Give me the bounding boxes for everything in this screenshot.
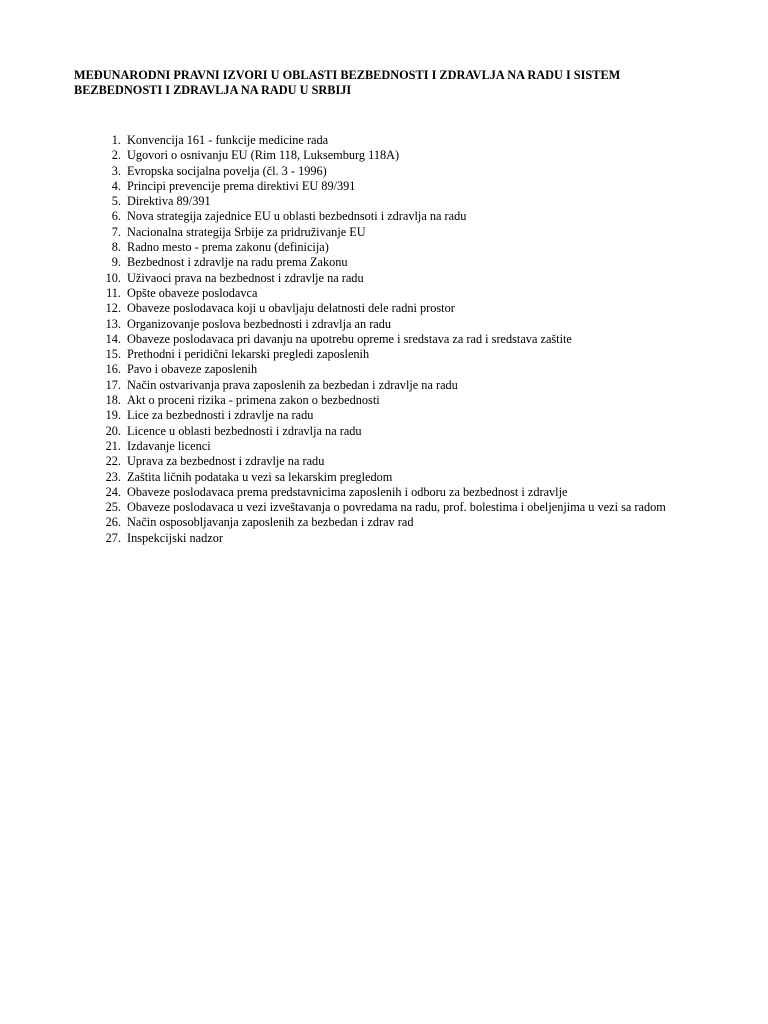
list-item-number: 5.	[111, 194, 121, 209]
list-item-number: 22.	[105, 454, 121, 469]
list-item-text: Ugovori o osnivanju EU (Rim 118, Luksemburg 118A)	[127, 148, 400, 163]
list-item-text: Opšte obaveze poslodavca	[127, 285, 258, 300]
list-item-text: Obaveze poslodavaca koji u obavljaju delatnosti dele radni prostor	[127, 301, 455, 316]
list-item-number: 8.	[111, 240, 121, 255]
list-item-text: Način osposobljavanja zaposlenih za bezbedan i zdrav rad	[127, 515, 414, 530]
list-item-text: Principi prevencije prema direktivi EU 89/391	[127, 178, 356, 193]
list-item-number: 6.	[111, 209, 121, 224]
list-item-text: Lice za bezbednosti i zdravlje na radu	[127, 408, 314, 423]
list-item-number: 27.	[105, 530, 121, 545]
title-line-2: BEZBEDNOSTI I ZDRAVLJA NA RADU U SRBIJI	[74, 82, 352, 97]
list-item-text: Obaveze poslodavaca prema predstavnicima zaposlenih i odboru za bezbednost i zdravlje	[127, 484, 568, 499]
list-item-number: 7.	[111, 224, 121, 239]
list-item-number: 11.	[106, 285, 121, 300]
list-item-number: 9.	[111, 255, 121, 270]
list-item-number: 1.	[111, 133, 121, 147]
list-item-number: 25.	[105, 500, 121, 515]
list-item-text: Obaveze poslodavaca u vezi izveštavanja o povredama na radu, prof. bolestima i obeljenjima u vezi sa radom	[127, 500, 666, 515]
list-item-text: Direktiva 89/391	[127, 194, 211, 209]
list-item-number: 10.	[105, 270, 121, 285]
list-item-number: 17.	[105, 377, 121, 392]
list-item-number: 20.	[105, 423, 121, 438]
list-item-text: Licence u oblasti bezbednosti i zdravlja na radu	[127, 423, 362, 438]
list-item-number: 16.	[105, 362, 121, 377]
list-item-number: 12.	[105, 301, 121, 316]
list-item-text: Bezbednost i zdravlje na radu prema Zakonu	[127, 255, 348, 270]
document-title	[74, 68, 694, 97]
list-item-text: Evropska socijalna povelja (čl. 3 - 1996)	[127, 163, 327, 178]
list-item-text: Izdavanje licenci	[127, 438, 211, 453]
list-item-text: Konvencija 161 - funkcije medicine rada	[127, 133, 329, 147]
list-item-text: Prethodni i peridični lekarski pregledi zaposlenih	[127, 347, 370, 362]
list-item-number: 18.	[105, 393, 121, 408]
title-line-1: MEĐUNARODNI PRAVNI IZVORI U OBLASTI BEZBEDNOSTI I ZDRAVLJA NA RADU I SISTEM	[74, 68, 621, 82]
list-item-text: Nacionalna strategija Srbije za pridruživanje EU	[127, 224, 366, 239]
list-item-number: 23.	[105, 469, 121, 484]
list-item-text: Uprava za bezbednost i zdravlje na radu	[127, 454, 325, 469]
list-item-text: Organizovanje poslova bezbednosti i zdravlja an radu	[127, 316, 392, 331]
list-item-text: Radno mesto - prema zakonu (definicija)	[127, 240, 329, 255]
list-item-text: Uživaoci prava na bezbednost i zdravlje na radu	[127, 270, 364, 285]
list-item-number: 3.	[111, 163, 121, 178]
list-item-text: Nova strategija zajednice EU u oblasti bezbednsoti i zdravlja na radu	[127, 209, 467, 224]
list-item-number: 19.	[105, 408, 121, 423]
list-item-number: 26.	[105, 515, 121, 530]
list-item-number: 24.	[105, 484, 121, 499]
list-item-text: Inspekcijski nadzor	[127, 530, 223, 545]
list-item-number: 13.	[105, 316, 121, 331]
list-item-number: 14.	[105, 331, 121, 346]
list-item-text: Način ostvarivanja prava zaposlenih za bezbedan i zdravlje na radu	[127, 377, 458, 392]
list-item-number: 4.	[111, 178, 121, 193]
list-item-text: Obaveze poslodavaca pri davanju na upotrebu opreme i sredstava za rad i sredstava zaštite	[127, 331, 572, 346]
list-item-number: 2.	[111, 148, 121, 163]
list-item-text: Zaštita ličnih podataka u vezi sa lekarskim pregledom	[127, 469, 393, 484]
list-item-number: 15.	[105, 347, 121, 362]
list-item-number: 21.	[105, 438, 121, 453]
list-item-text: Akt o proceni rizika - primena zakon o bezbednosti	[127, 393, 380, 408]
list-item-text: Pavo i obaveze zaposlenih	[127, 362, 258, 377]
